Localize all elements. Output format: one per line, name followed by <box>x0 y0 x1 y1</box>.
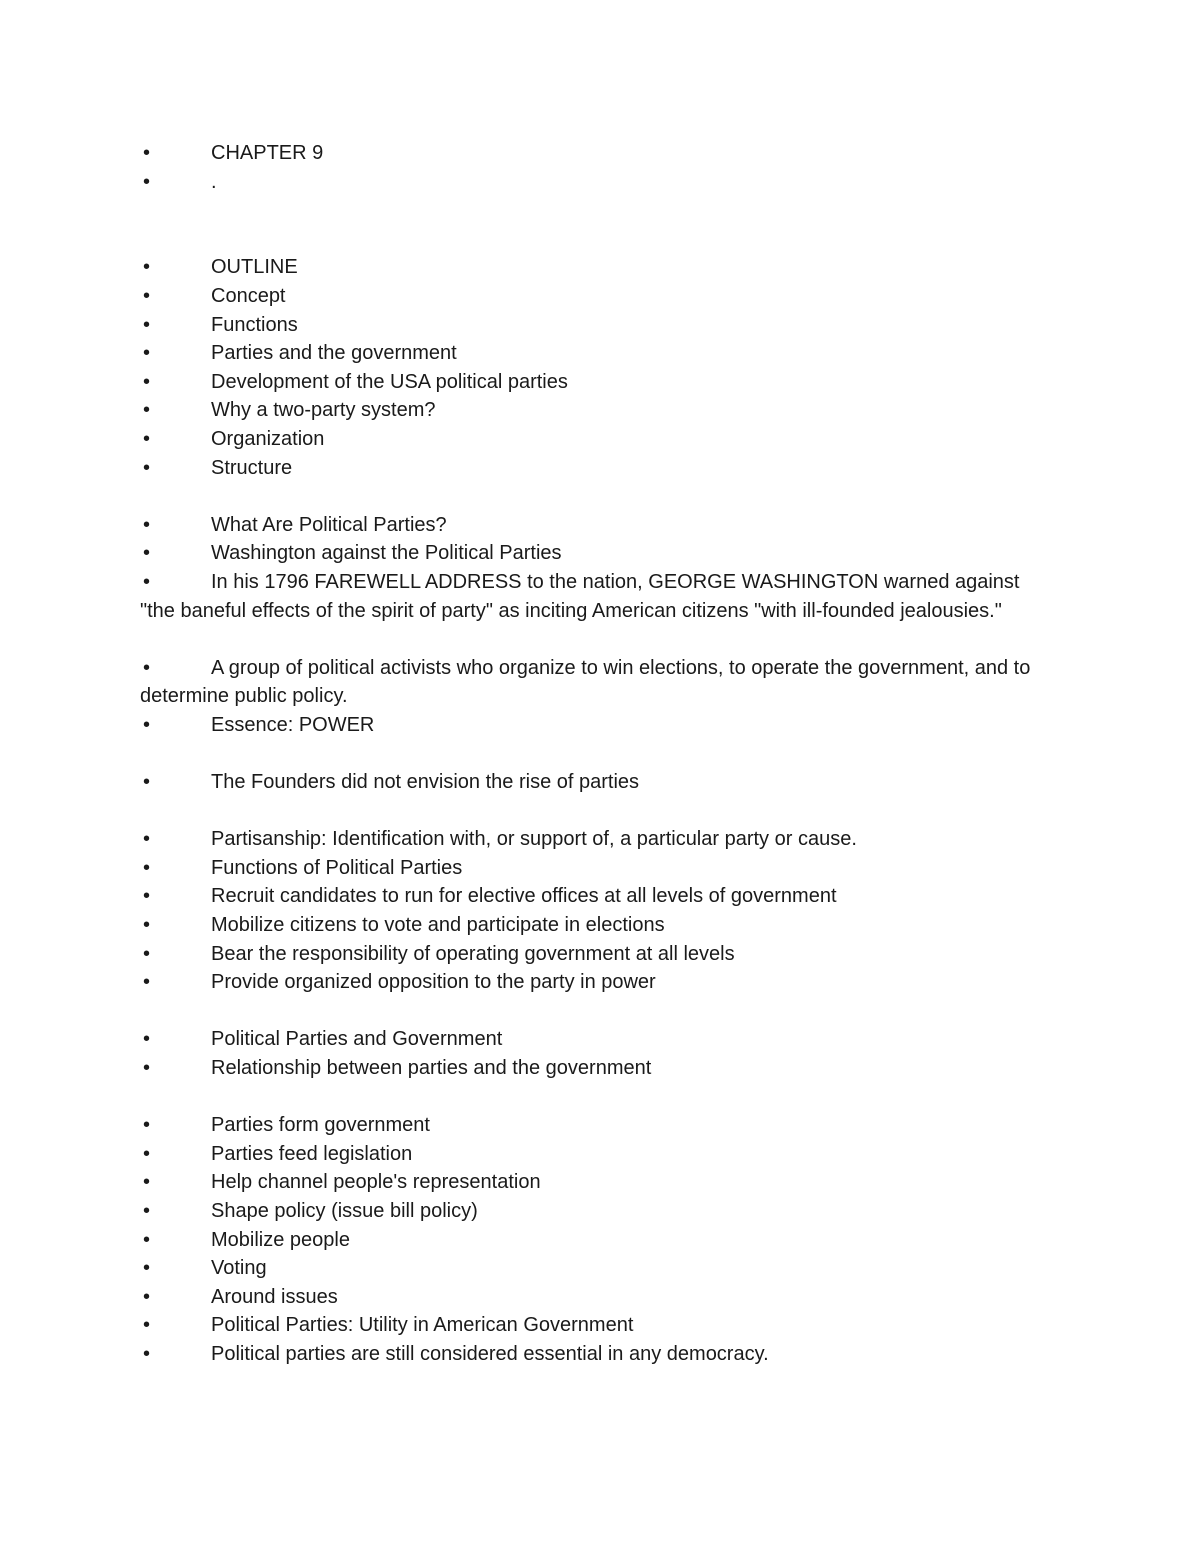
list-item-text: Functions of Political Parties <box>211 856 463 879</box>
list-item <box>140 311 1040 340</box>
list-item <box>140 854 1040 883</box>
bullet-icon: • <box>143 370 151 393</box>
list-item-text: Development of the USA political parties <box>211 370 568 393</box>
list-item <box>140 968 1040 997</box>
list-item <box>140 654 1040 711</box>
bullet-icon: • <box>143 142 151 164</box>
bullet-icon: • <box>143 656 151 679</box>
list-item-text: Recruit candidates to run for elective offices at all levels of government <box>211 885 837 908</box>
spacer <box>140 482 1040 511</box>
bullet-icon: • <box>143 1314 151 1337</box>
list-item-text: Bear the responsibility of operating government at all levels <box>211 942 735 965</box>
list-item <box>140 253 1040 282</box>
list-item <box>140 368 1040 397</box>
list-item <box>140 511 1040 540</box>
list-item-text: OUTLINE <box>211 256 298 279</box>
list-item-text: What Are Political Parties? <box>211 513 447 536</box>
list-item-text: Mobilize citizens to vote and participate in elections <box>211 914 665 937</box>
bullet-icon: • <box>143 914 151 937</box>
bullet-icon: • <box>143 342 151 365</box>
list-item-text: In his 1796 FAREWELL ADDRESS to the nation, GEORGE WASHINGTON warned against "the baneful effects of the spirit of party" as inciting American citizens "with ill-founded jealousies." <box>140 570 1020 622</box>
bullet-icon: • <box>143 170 151 193</box>
list-item <box>140 1311 1040 1340</box>
list-item <box>140 1283 1040 1312</box>
document-page <box>140 139 1040 1369</box>
bullet-icon: • <box>143 856 151 879</box>
bullet-icon: • <box>143 771 151 794</box>
list-item-text: Help channel people's representation <box>211 1171 541 1194</box>
list-item-text: A group of political activists who organize to win elections, to operate the government, and to determine public policy. <box>140 656 1031 708</box>
list-item <box>140 339 1040 368</box>
bullet-icon: • <box>143 313 151 336</box>
list-item-text: Voting <box>211 1257 267 1280</box>
list-item <box>140 825 1040 854</box>
list-item <box>140 711 1040 740</box>
list-item <box>140 168 1040 197</box>
list-item-text: Political Parties: Utility in American Government <box>211 1314 634 1337</box>
bullet-icon: • <box>143 570 151 593</box>
list-item-text: Mobilize people <box>211 1228 350 1251</box>
list-item-text: Political parties are still considered essential in any democracy. <box>211 1342 769 1365</box>
list-item <box>140 1054 1040 1083</box>
bullet-icon: • <box>143 513 151 536</box>
bullet-icon: • <box>143 1057 151 1079</box>
bullet-icon: • <box>143 1228 151 1251</box>
list-item <box>140 454 1040 483</box>
list-item-text: Around issues <box>211 1285 338 1308</box>
bullet-icon: • <box>143 256 151 279</box>
bullet-icon: • <box>143 1342 151 1365</box>
list-item <box>140 1254 1040 1283</box>
list-item-text: Parties form government <box>211 1114 430 1137</box>
list-item-text: Structure <box>211 456 293 479</box>
list-item <box>140 882 1040 911</box>
bullet-icon: • <box>143 456 151 479</box>
spacer <box>140 625 1040 654</box>
list-item <box>140 1168 1040 1197</box>
list-item <box>140 282 1040 311</box>
list-item-text: Essence: POWER <box>211 713 375 736</box>
bullet-icon: • <box>143 284 151 307</box>
list-item-text: Parties and the government <box>211 342 457 365</box>
list-item <box>140 1226 1040 1255</box>
list-item-text: Washington against the Political Parties <box>211 542 562 565</box>
list-item <box>140 768 1040 797</box>
bullet-icon: • <box>143 713 151 736</box>
list-item <box>140 568 1040 625</box>
bullet-icon: • <box>143 1142 151 1165</box>
list-item-text: Organization <box>211 427 325 450</box>
bullet-icon: • <box>143 1199 151 1222</box>
bullet-icon: • <box>143 1285 151 1308</box>
list-item-text: The Founders did not envision the rise of parties <box>211 771 640 794</box>
bullet-icon: • <box>143 542 151 565</box>
bullet-icon: • <box>143 971 151 994</box>
list-item <box>140 425 1040 454</box>
bullet-icon: • <box>143 1257 151 1280</box>
list-item-text: . <box>211 170 217 193</box>
list-item <box>140 1197 1040 1226</box>
list-item-text: Concept <box>211 284 286 307</box>
list-item <box>140 539 1040 568</box>
spacer <box>140 196 1040 253</box>
bullet-icon: • <box>143 427 151 450</box>
list-item-text: Parties feed legislation <box>211 1142 413 1165</box>
list-item <box>140 396 1040 425</box>
list-item <box>140 940 1040 969</box>
spacer <box>140 739 1040 768</box>
list-item-text: Provide organized opposition to the party in power <box>211 971 656 994</box>
list-item <box>140 1140 1040 1169</box>
bullet-icon: • <box>143 942 151 965</box>
bullet-icon: • <box>143 1171 151 1194</box>
spacer <box>140 1083 1040 1112</box>
bullet-icon: • <box>143 885 151 908</box>
bullet-icon: • <box>143 1028 151 1051</box>
bullet-icon: • <box>143 399 151 422</box>
list-item-text: Relationship between parties and the government <box>211 1057 652 1079</box>
list-item-text: Functions <box>211 313 298 336</box>
list-item-text: Shape policy (issue bill policy) <box>211 1199 478 1222</box>
bullet-icon: • <box>143 1114 151 1137</box>
list-item-text: Political Parties and Government <box>211 1028 503 1051</box>
list-item <box>140 1340 1040 1369</box>
spacer <box>140 997 1040 1026</box>
list-item <box>140 911 1040 940</box>
chapter-title: CHAPTER 9 <box>211 142 324 164</box>
bullet-icon: • <box>143 828 151 851</box>
list-item <box>140 139 1040 168</box>
list-item-text: Why a two-party system? <box>211 399 436 422</box>
spacer <box>140 797 1040 826</box>
list-item <box>140 1111 1040 1140</box>
list-item-text: Partisanship: Identification with, or support of, a particular party or cause. <box>211 828 857 851</box>
list-item <box>140 1025 1040 1054</box>
